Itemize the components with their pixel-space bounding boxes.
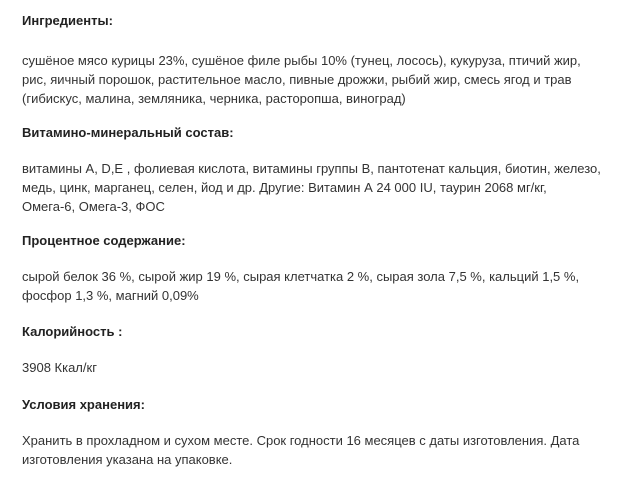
- composition-line: фосфор 1,3 %, магний 0,09%: [22, 288, 199, 303]
- storage-heading: Условия хранения:: [22, 397, 145, 412]
- storage-text: [22, 431, 612, 469]
- vitamins-line: Омега-6, Омега-3, ФОС: [22, 199, 165, 214]
- calories-line: 3908 Ккал/кг: [22, 360, 97, 375]
- ingredients-line: сушёное мясо курицы 23%, сушёное филе рыбы 10% (тунец, лосось), кукуруза, птичий жир,: [22, 53, 581, 68]
- composition-line: сырой белок 36 %, сырой жир 19 %, сырая клетчатка 2 %, сырая зола 7,5 %, кальций 1,5 %,: [22, 269, 580, 284]
- vitamins-line: медь, цинк, марганец, селен, йод и др. Другие: Витамин А 24 000 IU, таурин 2068 мг/кг,: [22, 180, 547, 195]
- storage-line: изготовления указана на упаковке.: [22, 452, 233, 467]
- ingredients-line: (гибискус, малина, земляника, черника, расторопша, виноград): [22, 91, 406, 106]
- composition-heading: Процентное содержание:: [22, 233, 186, 248]
- calories-text: [22, 358, 612, 377]
- vitamins-line: витамины A, D,E , фолиевая кислота, витамины группы B, пантотенат кальция, биотин, железо,: [22, 161, 601, 176]
- composition-text: [22, 267, 612, 305]
- ingredients-text: [22, 51, 612, 108]
- storage-line: Хранить в прохладном и сухом месте. Срок годности 16 месяцев с даты изготовления. Дата: [22, 433, 580, 448]
- vitamins-heading: Витамино-минеральный состав:: [22, 125, 234, 140]
- ingredients-line: рис, яичный порошок, растительное масло, пивные дрожжи, рыбий жир, смесь ягод и трав: [22, 72, 572, 87]
- vitamins-text: [22, 159, 612, 216]
- ingredients-heading: Ингредиенты:: [22, 13, 113, 28]
- calories-heading: Калорийность :: [22, 324, 123, 339]
